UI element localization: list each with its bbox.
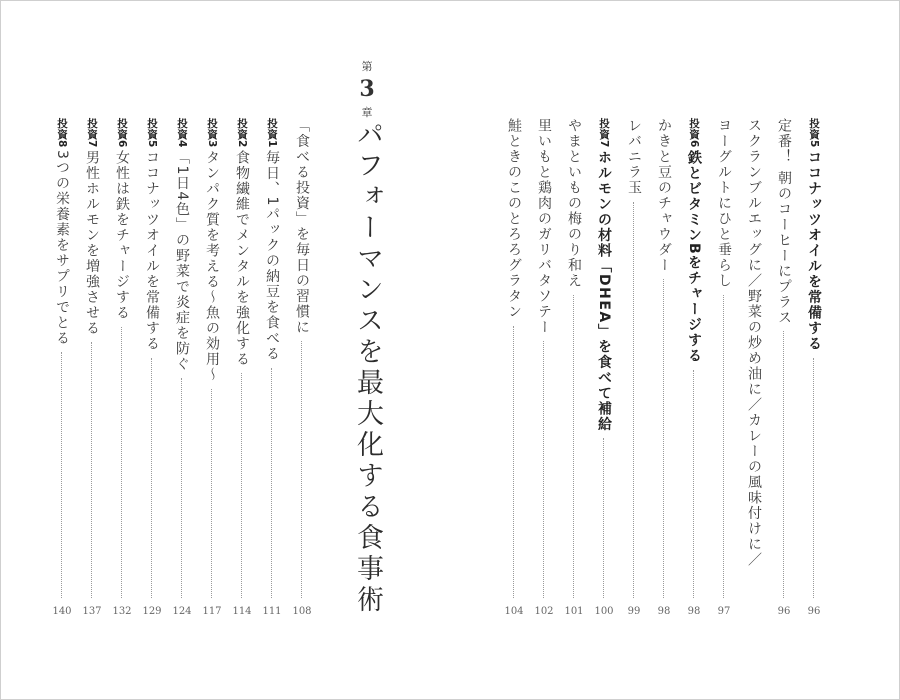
leader-dots bbox=[211, 389, 212, 598]
leader-dots bbox=[91, 342, 92, 598]
leader-dots bbox=[241, 373, 242, 598]
toc-entry bbox=[140, 118, 164, 623]
page-number: 132 bbox=[112, 606, 132, 617]
page-number: 96 bbox=[777, 606, 791, 617]
leader-dots bbox=[61, 352, 62, 598]
toc-entry-label: 投資5 bbox=[146, 118, 158, 148]
page-number: 97 bbox=[717, 606, 731, 617]
toc-entry-title: レバニラ玉 bbox=[626, 118, 642, 196]
toc-entry bbox=[772, 118, 796, 623]
toc-entry bbox=[802, 118, 826, 623]
toc-entry bbox=[682, 118, 706, 623]
toc-entry-label: 投資1 bbox=[266, 118, 278, 148]
leader-dots bbox=[301, 341, 302, 598]
toc-entry bbox=[80, 118, 104, 623]
chapter-dai: 第 bbox=[361, 60, 373, 73]
page-number: 140 bbox=[52, 606, 72, 617]
page-number: 114 bbox=[232, 606, 252, 617]
toc-entry bbox=[230, 118, 254, 623]
chapter-label bbox=[342, 58, 392, 120]
leader-dots bbox=[151, 358, 152, 598]
chapter-number: 3 bbox=[359, 76, 375, 102]
leader-dots bbox=[513, 326, 514, 598]
toc-entry-title: 定番！ 朝のコーヒーにプラス bbox=[776, 118, 792, 326]
chapter-sho: 章 bbox=[361, 106, 373, 119]
toc-entry bbox=[170, 118, 194, 623]
toc-entry-label: 投資3 bbox=[206, 118, 218, 148]
toc-entry-title: ココナッツオイルを常備する bbox=[806, 150, 822, 352]
page-number: 102 bbox=[534, 606, 554, 617]
leader-dots bbox=[573, 295, 574, 598]
toc-entry bbox=[592, 118, 616, 623]
page-number: 98 bbox=[657, 606, 671, 617]
toc-entry-title: かきと豆のチャウダー bbox=[656, 118, 672, 273]
toc-entry bbox=[562, 118, 586, 623]
chapter-title: パフォーマンスを最大化する食事術 bbox=[352, 120, 383, 616]
toc-entry bbox=[502, 118, 526, 623]
page-number: 100 bbox=[594, 606, 614, 617]
leader-dots bbox=[121, 327, 122, 598]
toc-entry-title: 女性は鉄をチャージする bbox=[114, 150, 130, 321]
toc-entry-title: 毎日、1パックの納豆を食べる bbox=[264, 150, 280, 362]
page-number: 96 bbox=[807, 606, 821, 617]
toc-entry-title: 3つの栄養素をサプリでとる bbox=[54, 150, 70, 347]
toc-entry-label: 投資7 bbox=[86, 118, 98, 148]
page-number: 104 bbox=[504, 606, 524, 617]
toc-entry-title: ヨーグルトにひと垂らし bbox=[716, 118, 732, 289]
toc-entry bbox=[50, 118, 74, 623]
toc-entry bbox=[200, 118, 224, 623]
toc-entry-label: 投資5 bbox=[808, 118, 820, 148]
leader-dots bbox=[271, 368, 272, 598]
leader-dots bbox=[783, 331, 784, 598]
toc-entry-title: スクランブルエッグに／野菜の炒め油に／カレーの風味付けに／ bbox=[746, 118, 762, 568]
page-number: 98 bbox=[687, 606, 701, 617]
toc-entry-label: 投資6 bbox=[116, 118, 128, 148]
toc-entry-title: 「食べる投資」を毎日の習慣に bbox=[294, 118, 310, 335]
page-number: 129 bbox=[142, 606, 162, 617]
page-number: 124 bbox=[172, 606, 192, 617]
leader-dots bbox=[723, 295, 724, 598]
leader-dots bbox=[181, 378, 182, 598]
page-number: 111 bbox=[262, 606, 282, 617]
page-number: 117 bbox=[202, 606, 222, 617]
leader-dots bbox=[663, 279, 664, 598]
leader-dots bbox=[813, 358, 814, 598]
toc-entry-title: 「1日4色」の野菜で炎症を防ぐ bbox=[174, 150, 190, 373]
toc-entry-title: ココナッツオイルを常備する bbox=[144, 150, 160, 352]
toc-entry-label: 投資7 bbox=[598, 118, 610, 148]
toc-entry-label: 投資2 bbox=[236, 118, 248, 148]
toc-entry bbox=[652, 118, 676, 623]
toc-entry bbox=[622, 118, 646, 623]
leader-dots bbox=[633, 202, 634, 598]
toc-entry bbox=[532, 118, 556, 623]
toc-entry bbox=[742, 118, 766, 623]
page-number: 99 bbox=[627, 606, 641, 617]
toc-entry-label: 投資6 bbox=[688, 118, 700, 148]
toc-entry-title: タンパク質を考える〜魚の効用〜 bbox=[204, 150, 220, 383]
page-number: 137 bbox=[82, 606, 102, 617]
toc-entry-title: ホルモンの材料「DHEA」を食べて補給 bbox=[596, 150, 612, 433]
toc-entry-title: 食物繊維でメンタルを強化する bbox=[234, 150, 250, 367]
toc-entry bbox=[110, 118, 134, 623]
page-number: 101 bbox=[564, 606, 584, 617]
toc-entry-title: 男性ホルモンを増強させる bbox=[84, 150, 100, 336]
leader-dots bbox=[603, 438, 604, 598]
toc-entry-title: 鮭ときのこのとろろグラタン bbox=[506, 118, 522, 320]
leader-dots bbox=[543, 341, 544, 598]
toc-entry-title: 鉄とビタミンBをチャージする bbox=[686, 150, 702, 364]
page-number: 108 bbox=[292, 606, 312, 617]
toc-entry-label: 投資8 bbox=[56, 118, 68, 148]
toc-entry-title: 里いもと鶏肉のガリバタソテー bbox=[536, 118, 552, 335]
toc-entry bbox=[712, 118, 736, 623]
toc-entry-label: 投資4 bbox=[176, 118, 188, 148]
leader-dots bbox=[693, 370, 694, 598]
toc-entry-title: やまといもの梅のり和え bbox=[566, 118, 582, 289]
toc-entry bbox=[290, 118, 314, 623]
toc-entry bbox=[260, 118, 284, 623]
